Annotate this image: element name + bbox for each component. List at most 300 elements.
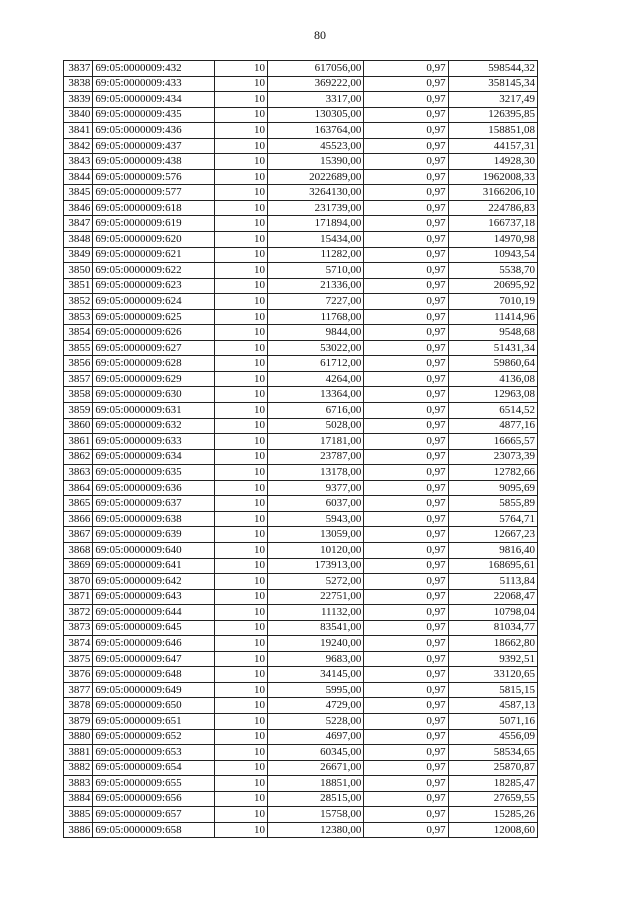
row-number: 3882 <box>64 760 93 776</box>
cadastral-number: 69:05:0000009:632 <box>93 418 215 434</box>
coefficient-cell: 0,97 <box>364 403 448 419</box>
coefficient-cell: 0,97 <box>364 278 448 294</box>
cadastral-value-cell: 15758,00 <box>267 807 363 823</box>
coefficient-cell: 0,97 <box>364 185 448 201</box>
table-row <box>64 371 538 387</box>
cadastral-value-cell: 231739,00 <box>267 200 363 216</box>
row-number: 3858 <box>64 387 93 403</box>
coefficient-cell: 0,97 <box>364 542 448 558</box>
coefficient-cell: 0,97 <box>364 138 448 154</box>
zone-cell: 10 <box>215 574 268 590</box>
result-value-cell: 81034,77 <box>448 620 537 636</box>
cadastral-value-cell: 5995,00 <box>267 682 363 698</box>
cadastral-number: 69:05:0000009:658 <box>93 822 215 838</box>
zone-cell: 10 <box>215 294 268 310</box>
coefficient-cell: 0,97 <box>364 511 448 527</box>
coefficient-cell: 0,97 <box>364 107 448 123</box>
row-number: 3871 <box>64 589 93 605</box>
table-row <box>64 682 538 698</box>
page-number: 80 <box>314 28 326 42</box>
result-value-cell: 14970,98 <box>448 232 537 248</box>
cadastral-number: 69:05:0000009:645 <box>93 620 215 636</box>
coefficient-cell: 0,97 <box>364 496 448 512</box>
cadastral-value-cell: 171894,00 <box>267 216 363 232</box>
row-number: 3872 <box>64 605 93 621</box>
result-value-cell: 44157,31 <box>448 138 537 154</box>
table-row <box>64 340 538 356</box>
coefficient-cell: 0,97 <box>364 325 448 341</box>
table-row <box>64 589 538 605</box>
row-number: 3849 <box>64 247 93 263</box>
row-number: 3881 <box>64 745 93 761</box>
cadastral-number: 69:05:0000009:639 <box>93 527 215 543</box>
zone-cell: 10 <box>215 682 268 698</box>
cadastral-value-cell: 9844,00 <box>267 325 363 341</box>
coefficient-cell: 0,97 <box>364 651 448 667</box>
zone-cell: 10 <box>215 558 268 574</box>
row-number: 3884 <box>64 791 93 807</box>
zone-cell: 10 <box>215 807 268 823</box>
cadastral-number: 69:05:0000009:649 <box>93 682 215 698</box>
cadastral-value-cell: 2022689,00 <box>267 169 363 185</box>
result-value-cell: 126395,85 <box>448 107 537 123</box>
zone-cell: 10 <box>215 822 268 838</box>
table-row <box>64 698 538 714</box>
zone-cell: 10 <box>215 247 268 263</box>
table-row <box>64 574 538 590</box>
cadastral-number: 69:05:0000009:630 <box>93 387 215 403</box>
cadastral-number: 69:05:0000009:629 <box>93 371 215 387</box>
coefficient-cell: 0,97 <box>364 434 448 450</box>
result-value-cell: 12008,60 <box>448 822 537 838</box>
cadastral-value-cell: 13364,00 <box>267 387 363 403</box>
result-value-cell: 3166206,10 <box>448 185 537 201</box>
zone-cell: 10 <box>215 496 268 512</box>
result-value-cell: 7010,19 <box>448 294 537 310</box>
row-number: 3868 <box>64 542 93 558</box>
zone-cell: 10 <box>215 760 268 776</box>
coefficient-cell: 0,97 <box>364 807 448 823</box>
cadastral-value-cell: 23787,00 <box>267 449 363 465</box>
table-row <box>64 356 538 372</box>
table-row <box>64 822 538 838</box>
zone-cell: 10 <box>215 651 268 667</box>
zone-cell: 10 <box>215 154 268 170</box>
cadastral-value-cell: 12380,00 <box>267 822 363 838</box>
cadastral-value-cell: 22751,00 <box>267 589 363 605</box>
table-row <box>64 791 538 807</box>
cadastral-value-cell: 3317,00 <box>267 92 363 108</box>
row-number: 3846 <box>64 200 93 216</box>
result-value-cell: 12667,23 <box>448 527 537 543</box>
cadastral-number: 69:05:0000009:435 <box>93 107 215 123</box>
zone-cell: 10 <box>215 542 268 558</box>
cadastral-value-cell: 60345,00 <box>267 745 363 761</box>
cadastral-number: 69:05:0000009:641 <box>93 558 215 574</box>
zone-cell: 10 <box>215 480 268 496</box>
cadastral-number: 69:05:0000009:631 <box>93 403 215 419</box>
zone-cell: 10 <box>215 263 268 279</box>
table-row <box>64 496 538 512</box>
result-value-cell: 5071,16 <box>448 713 537 729</box>
coefficient-cell: 0,97 <box>364 449 448 465</box>
table-row <box>64 185 538 201</box>
result-value-cell: 5538,70 <box>448 263 537 279</box>
result-value-cell: 158851,08 <box>448 123 537 139</box>
table-row <box>64 154 538 170</box>
result-value-cell: 168695,61 <box>448 558 537 574</box>
result-value-cell: 4877,16 <box>448 418 537 434</box>
result-value-cell: 1962008,33 <box>448 169 537 185</box>
result-value-cell: 5113,84 <box>448 574 537 590</box>
zone-cell: 10 <box>215 403 268 419</box>
table-row <box>64 169 538 185</box>
row-number: 3864 <box>64 480 93 496</box>
zone-cell: 10 <box>215 465 268 481</box>
cadastral-value-cell: 83541,00 <box>267 620 363 636</box>
table-row <box>64 776 538 792</box>
cadastral-value-cell: 173913,00 <box>267 558 363 574</box>
zone-cell: 10 <box>215 418 268 434</box>
result-value-cell: 27659,55 <box>448 791 537 807</box>
coefficient-cell: 0,97 <box>364 387 448 403</box>
table-row <box>64 511 538 527</box>
cadastral-number: 69:05:0000009:638 <box>93 511 215 527</box>
cadastral-number: 69:05:0000009:627 <box>93 340 215 356</box>
cadastral-value-cell: 3264130,00 <box>267 185 363 201</box>
zone-cell: 10 <box>215 698 268 714</box>
table-row <box>64 605 538 621</box>
zone-cell: 10 <box>215 745 268 761</box>
result-value-cell: 3217,49 <box>448 92 537 108</box>
cadastral-number: 69:05:0000009:646 <box>93 636 215 652</box>
result-value-cell: 4136,08 <box>448 371 537 387</box>
coefficient-cell: 0,97 <box>364 698 448 714</box>
coefficient-cell: 0,97 <box>364 340 448 356</box>
cadastral-number: 69:05:0000009:622 <box>93 263 215 279</box>
table-row <box>64 278 538 294</box>
coefficient-cell: 0,97 <box>364 356 448 372</box>
table-row <box>64 294 538 310</box>
row-number: 3876 <box>64 667 93 683</box>
zone-cell: 10 <box>215 729 268 745</box>
zone-cell: 10 <box>215 791 268 807</box>
cadastral-number: 69:05:0000009:656 <box>93 791 215 807</box>
cadastral-number: 69:05:0000009:433 <box>93 76 215 92</box>
cadastral-value-cell: 4264,00 <box>267 371 363 387</box>
cadastral-number: 69:05:0000009:657 <box>93 807 215 823</box>
result-value-cell: 358145,34 <box>448 76 537 92</box>
row-number: 3875 <box>64 651 93 667</box>
table-row <box>64 465 538 481</box>
row-number: 3873 <box>64 620 93 636</box>
table-row <box>64 309 538 325</box>
coefficient-cell: 0,97 <box>364 76 448 92</box>
row-number: 3850 <box>64 263 93 279</box>
cadastral-value-cell: 34145,00 <box>267 667 363 683</box>
cadastral-value-cell: 61712,00 <box>267 356 363 372</box>
row-number: 3866 <box>64 511 93 527</box>
coefficient-cell: 0,97 <box>364 682 448 698</box>
row-number: 3851 <box>64 278 93 294</box>
table-row <box>64 403 538 419</box>
coefficient-cell: 0,97 <box>364 667 448 683</box>
coefficient-cell: 0,97 <box>364 636 448 652</box>
table-row <box>64 216 538 232</box>
cadastral-value-cell: 45523,00 <box>267 138 363 154</box>
cadastral-value-cell: 11132,00 <box>267 605 363 621</box>
row-number: 3879 <box>64 713 93 729</box>
zone-cell: 10 <box>215 216 268 232</box>
cadastral-number: 69:05:0000009:576 <box>93 169 215 185</box>
cadastral-value-cell: 163764,00 <box>267 123 363 139</box>
cadastral-value-cell: 5228,00 <box>267 713 363 729</box>
zone-cell: 10 <box>215 278 268 294</box>
cadastral-number: 69:05:0000009:642 <box>93 574 215 590</box>
coefficient-cell: 0,97 <box>364 558 448 574</box>
row-number: 3838 <box>64 76 93 92</box>
cadastral-value-cell: 6037,00 <box>267 496 363 512</box>
row-number: 3848 <box>64 232 93 248</box>
row-number: 3886 <box>64 822 93 838</box>
cadastral-value-cell: 28515,00 <box>267 791 363 807</box>
coefficient-cell: 0,97 <box>364 61 448 77</box>
row-number: 3863 <box>64 465 93 481</box>
cadastral-value-cell: 15390,00 <box>267 154 363 170</box>
cadastral-value-cell: 13059,00 <box>267 527 363 543</box>
row-number: 3859 <box>64 403 93 419</box>
table-row <box>64 449 538 465</box>
table-row <box>64 542 538 558</box>
row-number: 3856 <box>64 356 93 372</box>
result-value-cell: 6514,52 <box>448 403 537 419</box>
cadastral-number: 69:05:0000009:626 <box>93 325 215 341</box>
cadastral-number: 69:05:0000009:648 <box>93 667 215 683</box>
row-number: 3860 <box>64 418 93 434</box>
result-value-cell: 9548,68 <box>448 325 537 341</box>
row-number: 3843 <box>64 154 93 170</box>
row-number: 3842 <box>64 138 93 154</box>
coefficient-cell: 0,97 <box>364 574 448 590</box>
zone-cell: 10 <box>215 138 268 154</box>
cadastral-value-cell: 10120,00 <box>267 542 363 558</box>
cadastral-number: 69:05:0000009:650 <box>93 698 215 714</box>
table-row <box>64 325 538 341</box>
coefficient-cell: 0,97 <box>364 371 448 387</box>
coefficient-cell: 0,97 <box>364 465 448 481</box>
table-row <box>64 729 538 745</box>
result-value-cell: 9095,69 <box>448 480 537 496</box>
cadastral-value-cell: 18851,00 <box>267 776 363 792</box>
table-row <box>64 807 538 823</box>
zone-cell: 10 <box>215 527 268 543</box>
cadastral-value-cell: 19240,00 <box>267 636 363 652</box>
cadastral-number: 69:05:0000009:635 <box>93 465 215 481</box>
cadastral-number: 69:05:0000009:623 <box>93 278 215 294</box>
result-value-cell: 51431,34 <box>448 340 537 356</box>
row-number: 3874 <box>64 636 93 652</box>
cadastral-number: 69:05:0000009:625 <box>93 309 215 325</box>
result-value-cell: 166737,18 <box>448 216 537 232</box>
result-value-cell: 12782,66 <box>448 465 537 481</box>
zone-cell: 10 <box>215 340 268 356</box>
row-number: 3885 <box>64 807 93 823</box>
table-row <box>64 107 538 123</box>
coefficient-cell: 0,97 <box>364 620 448 636</box>
table-row <box>64 123 538 139</box>
coefficient-cell: 0,97 <box>364 745 448 761</box>
table-row <box>64 232 538 248</box>
cadastral-value-cell: 11768,00 <box>267 309 363 325</box>
row-number: 3867 <box>64 527 93 543</box>
cadastral-value-cell: 13178,00 <box>267 465 363 481</box>
table-body <box>64 61 538 838</box>
table-row <box>64 760 538 776</box>
table-row <box>64 667 538 683</box>
coefficient-cell: 0,97 <box>364 791 448 807</box>
coefficient-cell: 0,97 <box>364 822 448 838</box>
zone-cell: 10 <box>215 713 268 729</box>
cadastral-number: 69:05:0000009:640 <box>93 542 215 558</box>
table-row <box>64 480 538 496</box>
row-number: 3880 <box>64 729 93 745</box>
zone-cell: 10 <box>215 169 268 185</box>
result-value-cell: 15285,26 <box>448 807 537 823</box>
row-number: 3883 <box>64 776 93 792</box>
result-value-cell: 10943,54 <box>448 247 537 263</box>
row-number: 3845 <box>64 185 93 201</box>
coefficient-cell: 0,97 <box>364 605 448 621</box>
cadastral-value-cell: 9377,00 <box>267 480 363 496</box>
row-number: 3857 <box>64 371 93 387</box>
zone-cell: 10 <box>215 309 268 325</box>
zone-cell: 10 <box>215 356 268 372</box>
cadastral-number: 69:05:0000009:633 <box>93 434 215 450</box>
row-number: 3840 <box>64 107 93 123</box>
zone-cell: 10 <box>215 325 268 341</box>
cadastral-number: 69:05:0000009:647 <box>93 651 215 667</box>
coefficient-cell: 0,97 <box>364 200 448 216</box>
table-row <box>64 138 538 154</box>
cadastral-number: 69:05:0000009:619 <box>93 216 215 232</box>
table-row <box>64 418 538 434</box>
table-row <box>64 636 538 652</box>
result-value-cell: 16665,57 <box>448 434 537 450</box>
row-number: 3862 <box>64 449 93 465</box>
coefficient-cell: 0,97 <box>364 247 448 263</box>
coefficient-cell: 0,97 <box>364 480 448 496</box>
coefficient-cell: 0,97 <box>364 729 448 745</box>
zone-cell: 10 <box>215 776 268 792</box>
coefficient-cell: 0,97 <box>364 589 448 605</box>
row-number: 3839 <box>64 92 93 108</box>
row-number: 3865 <box>64 496 93 512</box>
result-value-cell: 58534,65 <box>448 745 537 761</box>
coefficient-cell: 0,97 <box>364 123 448 139</box>
table-row <box>64 527 538 543</box>
table-row <box>64 263 538 279</box>
cadastral-number: 69:05:0000009:628 <box>93 356 215 372</box>
table-row <box>64 651 538 667</box>
result-value-cell: 18662,80 <box>448 636 537 652</box>
coefficient-cell: 0,97 <box>364 263 448 279</box>
cadastral-number: 69:05:0000009:438 <box>93 154 215 170</box>
result-value-cell: 5855,89 <box>448 496 537 512</box>
table-row <box>64 558 538 574</box>
cadastral-value-cell: 369222,00 <box>267 76 363 92</box>
cadastral-number: 69:05:0000009:436 <box>93 123 215 139</box>
cadastral-value-cell: 130305,00 <box>267 107 363 123</box>
result-value-cell: 598544,32 <box>448 61 537 77</box>
row-number: 3837 <box>64 61 93 77</box>
cadastral-number: 69:05:0000009:437 <box>93 138 215 154</box>
table-row <box>64 92 538 108</box>
zone-cell: 10 <box>215 589 268 605</box>
cadastral-value-cell: 5272,00 <box>267 574 363 590</box>
cadastral-number: 69:05:0000009:620 <box>93 232 215 248</box>
zone-cell: 10 <box>215 371 268 387</box>
result-value-cell: 33120,65 <box>448 667 537 683</box>
table-row <box>64 620 538 636</box>
cadastral-value-cell: 617056,00 <box>267 61 363 77</box>
zone-cell: 10 <box>215 61 268 77</box>
cadastral-number: 69:05:0000009:655 <box>93 776 215 792</box>
zone-cell: 10 <box>215 200 268 216</box>
cadastral-value-cell: 21336,00 <box>267 278 363 294</box>
zone-cell: 10 <box>215 667 268 683</box>
zone-cell: 10 <box>215 232 268 248</box>
row-number: 3861 <box>64 434 93 450</box>
zone-cell: 10 <box>215 387 268 403</box>
cadastral-value-cell: 5710,00 <box>267 263 363 279</box>
result-value-cell: 5764,71 <box>448 511 537 527</box>
coefficient-cell: 0,97 <box>364 169 448 185</box>
cadastral-value-cell: 4697,00 <box>267 729 363 745</box>
result-value-cell: 4587,13 <box>448 698 537 714</box>
cadastral-value-cell: 5943,00 <box>267 511 363 527</box>
coefficient-cell: 0,97 <box>364 527 448 543</box>
coefficient-cell: 0,97 <box>364 154 448 170</box>
row-number: 3841 <box>64 123 93 139</box>
cadastral-value-cell: 53022,00 <box>267 340 363 356</box>
cadastral-number: 69:05:0000009:644 <box>93 605 215 621</box>
cadastral-number: 69:05:0000009:634 <box>93 449 215 465</box>
row-number: 3852 <box>64 294 93 310</box>
result-value-cell: 5815,15 <box>448 682 537 698</box>
table-row <box>64 61 538 77</box>
cadastral-number: 69:05:0000009:652 <box>93 729 215 745</box>
table-row <box>64 713 538 729</box>
coefficient-cell: 0,97 <box>364 760 448 776</box>
result-value-cell: 4556,09 <box>448 729 537 745</box>
row-number: 3844 <box>64 169 93 185</box>
cadastral-number: 69:05:0000009:577 <box>93 185 215 201</box>
zone-cell: 10 <box>215 123 268 139</box>
cadastral-value-cell: 9683,00 <box>267 651 363 667</box>
row-number: 3870 <box>64 574 93 590</box>
coefficient-cell: 0,97 <box>364 294 448 310</box>
zone-cell: 10 <box>215 636 268 652</box>
result-value-cell: 20695,92 <box>448 278 537 294</box>
result-value-cell: 25870,87 <box>448 760 537 776</box>
result-value-cell: 224786,83 <box>448 200 537 216</box>
cadastral-number: 69:05:0000009:654 <box>93 760 215 776</box>
zone-cell: 10 <box>215 449 268 465</box>
table-row <box>64 434 538 450</box>
row-number: 3853 <box>64 309 93 325</box>
zone-cell: 10 <box>215 92 268 108</box>
row-number: 3854 <box>64 325 93 341</box>
